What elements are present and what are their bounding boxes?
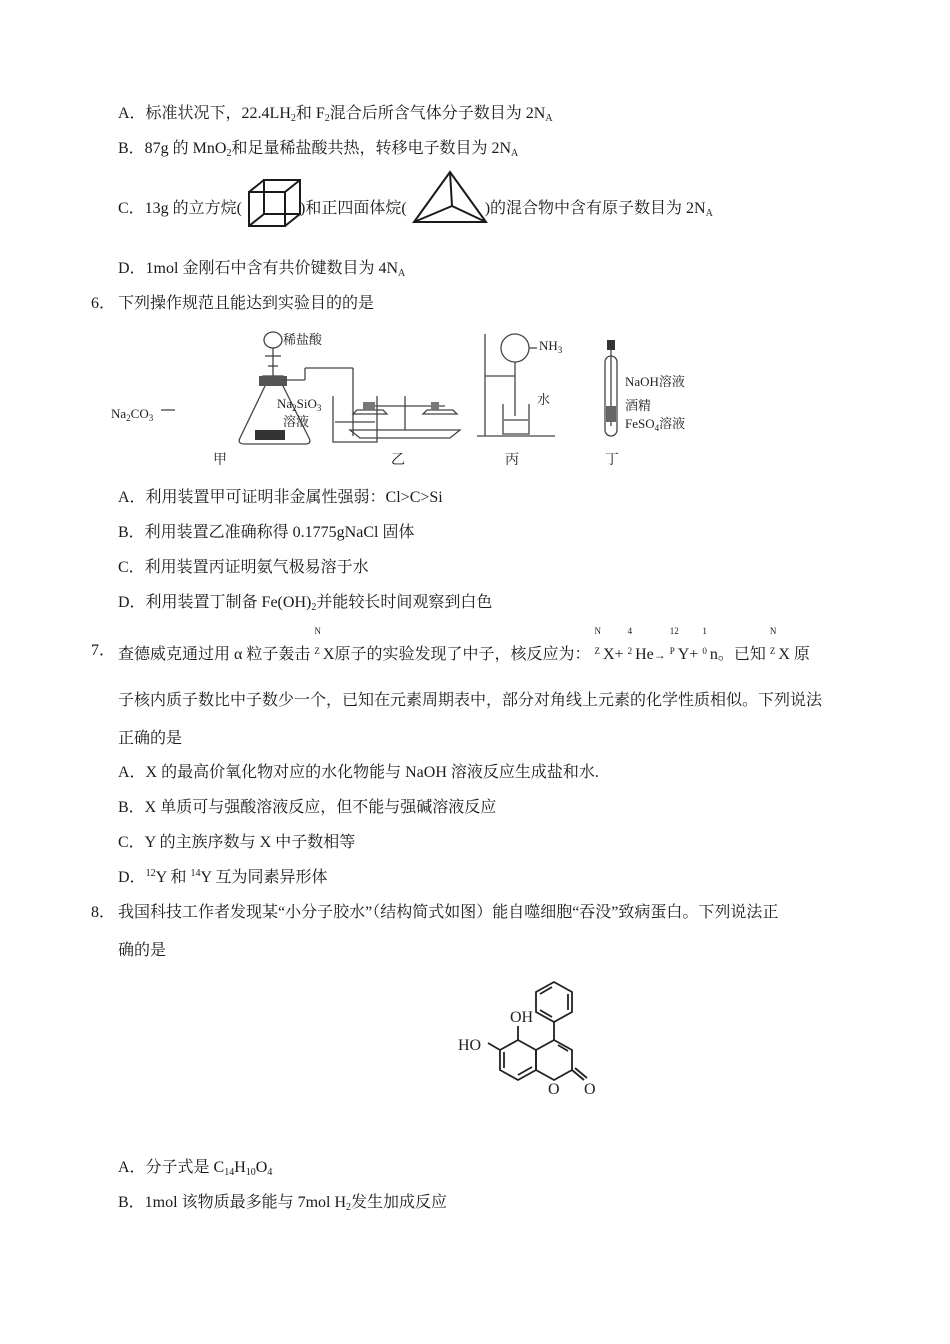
label-water: 水 — [537, 392, 551, 407]
q6-option-c: C．利用装置丙证明氨气极易溶于水 — [118, 559, 369, 576]
label-dilute-hcl: 稀盐酸 — [283, 332, 323, 347]
struct-o-carbonyl: O — [584, 1081, 596, 1098]
label-nh3: $NH_3$ — [539, 338, 563, 355]
caption-bing: 丙 — [505, 453, 519, 468]
q5-option-b: B．87g 的 MnO$_2$和足量稀盐酸共热，转移电子数目为 $2N_A$ — [118, 140, 519, 159]
q8-number: 8． — [91, 904, 116, 921]
label-feso4: FeSO$_4$溶液 — [625, 416, 686, 433]
q6-number: 6． — [91, 295, 116, 312]
q6-option-b: B．利用装置乙准确称得 0.1775gNaCl 固体 — [118, 524, 415, 541]
cubane-structure — [244, 176, 306, 232]
q7-number: 7． — [91, 642, 116, 659]
q8-stem-line2: 确的是 — [118, 942, 167, 959]
q5-option-d: D．1mol 金刚石中含有共价键数目为 $4N_A$ — [118, 260, 406, 279]
struct-oh: OH — [510, 1009, 534, 1026]
q7-stem-line2: 子核内质子数比中子数少一个，已知在元素周期表中，部分对角线上元素的化学性质相似。下列说法 — [118, 692, 823, 709]
q7-option-c: C．Y 的主族序数与 X 中子数相等 — [118, 834, 356, 851]
label-naoh: NaOH溶液 — [625, 374, 685, 389]
q6-apparatus-figure — [105, 326, 705, 476]
q7-option-a: A．X 的最高价氧化物对应的水化物能与 NaOH 溶液反应生成盐和水. — [118, 764, 599, 781]
q6-option-d: D．利用装置丁制备 $Fe(OH)_2$并能较长时间观察到白色 — [118, 594, 493, 613]
tetrahedrane-structure — [410, 168, 490, 228]
label-solution: 溶液 — [283, 414, 310, 429]
q8-molecule-structure — [452, 970, 612, 1130]
caption-yi: 乙 — [391, 453, 405, 468]
q7-stem-line1: 查德威克通过用 α 粒子轰击 N $^Z$ X原子的实验发现了中子，核反应为： N $^Z$ X+ 4 $^2$ He→ 12 $^P$ Y+ 1 $^0$ n。已知 N $^Z$ X 原 — [118, 626, 810, 663]
q7-option-d: D．$^{12}$Y 和 $^{14}$Y 互为同素异形体 — [118, 868, 328, 886]
label-na2co3: $Na_2CO_3$ — [111, 406, 154, 423]
q5-option-a: A．标准状况下，$22.4LH_2$和 $F_2$混合后所含气体分子数目为 $2N_A$ — [118, 105, 553, 124]
q8-stem-line1: 我国科技工作者发现某“小分子胶水”（结构简式如图）能自噬细胞“吞没”致病蛋白。下列说法正 — [118, 904, 779, 921]
label-alcohol: 酒精 — [625, 398, 652, 413]
q8-option-b: B．1mol 该物质最多能与 7mol $H_2$发生加成反应 — [118, 1194, 448, 1213]
q6-option-a: A．利用装置甲可证明非金属性强弱：Cl>C>Si — [118, 489, 443, 506]
caption-ding: 丁 — [605, 453, 619, 468]
label-na2sio3: $Na_2SiO_3$ — [277, 396, 322, 413]
q7-stem-line3: 正确的是 — [118, 730, 183, 747]
caption-jia: 甲 — [213, 453, 227, 468]
struct-o-ring: O — [548, 1081, 560, 1098]
q7-option-b: B．X 单质可与强酸溶液反应，但不能与强碱溶液反应 — [118, 799, 497, 816]
q8-option-a: A．分子式是 $C_{14}H_{10}O_4$ — [118, 1159, 273, 1178]
q5-option-c: C．13g 的立方烷( )和正四面体烷( )的混合物中含有原子数目为 $2N_A$ — [118, 200, 713, 219]
q6-stem: 下列操作规范且能达到实验目的的是 — [118, 295, 375, 312]
struct-ho: HO — [458, 1037, 482, 1054]
